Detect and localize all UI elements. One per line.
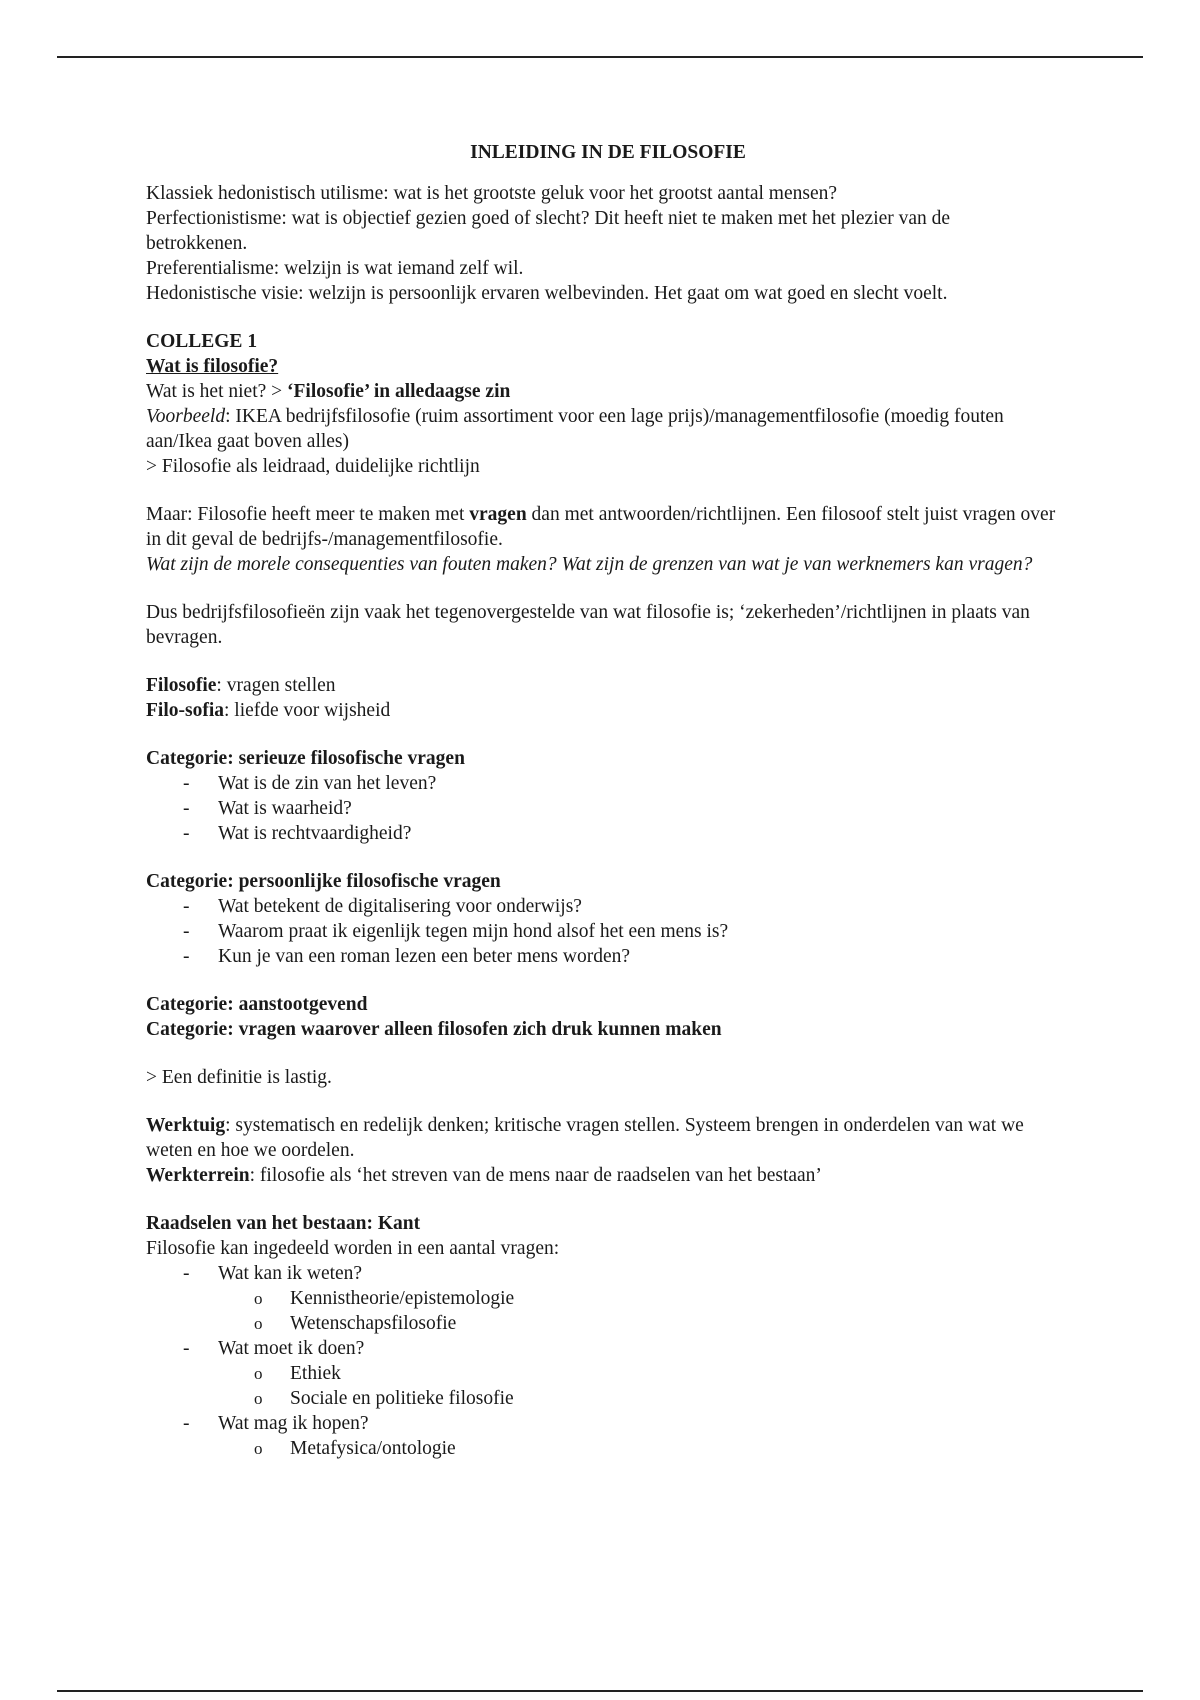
section-heading-wat-is-filosofie: Wat is filosofie?	[146, 356, 279, 377]
voorbeeld-text: : IKEA bedrijfsfilosofie (ruim assortiment voor een lage prijs)/managementfilosofie (moedig fouten aan/Ikea gaat boven alles)	[146, 406, 1004, 452]
document-body	[146, 140, 1056, 1461]
category-persoonlijk-heading: Categorie: persoonlijke filosofische vragen	[146, 871, 501, 892]
college-heading: COLLEGE 1	[146, 331, 258, 352]
kant-question-2: Wat moet ik doen?	[218, 1338, 365, 1359]
maar-italic-questions: Wat zijn de morele consequenties van fouten maken? Wat zijn de grenzen van wat je van werknemers kan vragen?	[146, 554, 1033, 575]
list-item: - Wat is rechtvaardigheid?	[146, 821, 1056, 846]
intro-line-4: Hedonistische visie: welzijn is persoonlijk ervaren welbevinden. Het gaat om wat goed en slecht voelt.	[146, 283, 948, 304]
leidraad-line: > Filosofie als leidraad, duidelijke richtlijn	[146, 456, 480, 477]
werktuig-text: : systematisch en redelijk denken; kritische vragen stellen. Systeem brengen in onderdelen van wat we weten en hoe we oordelen.	[146, 1115, 1024, 1161]
list-item	[146, 1411, 1056, 1461]
list-item: - Wat is de zin van het leven?	[146, 771, 1056, 796]
werkterrein-paragraph	[146, 1163, 1056, 1188]
intro-line-2: Perfectionistisme: wat is objectief gezien goed of slecht? Dit heeft niet te maken met het plezier van de betrokkenen.	[146, 208, 951, 254]
kant-question-3: Wat mag ik hopen?	[218, 1413, 369, 1434]
werktuig-paragraph	[146, 1113, 1056, 1163]
dus-paragraph: Dus bedrijfsfilosofieën zijn vaak het tegenovergestelde van wat filosofie is; ‘zekerheden’/richtlijnen in plaats van bevragen.	[146, 602, 1030, 648]
werktuig-label: Werktuig	[146, 1115, 226, 1136]
voorbeeld-label: Voorbeeld	[146, 406, 226, 427]
category-druk-heading: Categorie: vragen waarover alleen filosofen zich druk kunnen maken	[146, 1019, 722, 1040]
category-aanstootgevend-heading: Categorie: aanstootgevend	[146, 994, 368, 1015]
sub-list-item: o Ethiek	[218, 1361, 1056, 1386]
list-item	[146, 1336, 1056, 1411]
filosofia-text: : liefde voor wijsheid	[224, 700, 391, 721]
kant-heading: Raadselen van het bestaan: Kant	[146, 1213, 421, 1234]
intro-line-3: Preferentialisme: welzijn is wat iemand zelf wil.	[146, 258, 524, 279]
definitie-line: > Een definitie is lastig.	[146, 1067, 332, 1088]
filosofie-definition	[146, 673, 1056, 698]
sub-list-item: o Kennistheorie/epistemologie	[218, 1286, 1056, 1311]
kant-sublist-2	[218, 1361, 1056, 1411]
niet-prefix: Wat is het niet? >	[146, 381, 288, 402]
kant-intro: Filosofie kan ingedeeld worden in een aantal vragen:	[146, 1238, 560, 1259]
werkterrein-label: Werkterrein	[146, 1165, 250, 1186]
intro-line-1: Klassiek hedonistisch utilisme: wat is het grootste geluk voor het grootst aantal mensen?	[146, 183, 838, 204]
kant-question-1: Wat kan ik weten?	[218, 1263, 363, 1284]
filosofie-label: Filosofie	[146, 675, 217, 696]
bottom-rule	[57, 1690, 1143, 1692]
kant-sublist-1	[218, 1286, 1056, 1336]
kant-question-list	[146, 1261, 1056, 1461]
kant-sublist-3	[218, 1436, 1056, 1461]
filosofia-definition	[146, 698, 1056, 723]
list-item: - Waarom praat ik eigenlijk tegen mijn hond alsof het een mens is?	[146, 919, 1056, 944]
maar-prefix: Maar: Filosofie heeft meer te maken met	[146, 504, 470, 525]
top-rule	[57, 56, 1143, 58]
niet-bold: ‘Filosofie’ in alledaagse zin	[287, 381, 511, 402]
filosofia-label: Filo-sofia	[146, 700, 224, 721]
list-item	[146, 1261, 1056, 1336]
list-item: - Wat betekent de digitalisering voor onderwijs?	[146, 894, 1056, 919]
maar-paragraph	[146, 502, 1056, 552]
document-title: INLEIDING IN DE FILOSOFIE	[470, 142, 746, 163]
wat-is-het-niet	[146, 379, 1056, 404]
sub-list-item: o Metafysica/ontologie	[218, 1436, 1056, 1461]
voorbeeld-paragraph	[146, 404, 1056, 454]
maar-suffix: dan met antwoorden/richtlijnen. Een filosoof stelt juist vragen over in dit geval de bedrijfs-/managementfilosofie.	[146, 504, 1056, 550]
list-item: - Wat is waarheid?	[146, 796, 1056, 821]
category-persoonlijk-list	[146, 894, 1056, 969]
list-item: - Kun je van een roman lezen een beter mens worden?	[146, 944, 1056, 969]
filosofie-text: : vragen stellen	[216, 675, 336, 696]
maar-bold: vragen	[469, 504, 527, 525]
category-serieus-list	[146, 771, 1056, 846]
sub-list-item: o Wetenschapsfilosofie	[218, 1311, 1056, 1336]
category-serieus-heading: Categorie: serieuze filosofische vragen	[146, 748, 465, 769]
sub-list-item: o Sociale en politieke filosofie	[218, 1386, 1056, 1411]
werkterrein-text: : filosofie als ‘het streven van de mens naar de raadselen van het bestaan’	[249, 1165, 822, 1186]
